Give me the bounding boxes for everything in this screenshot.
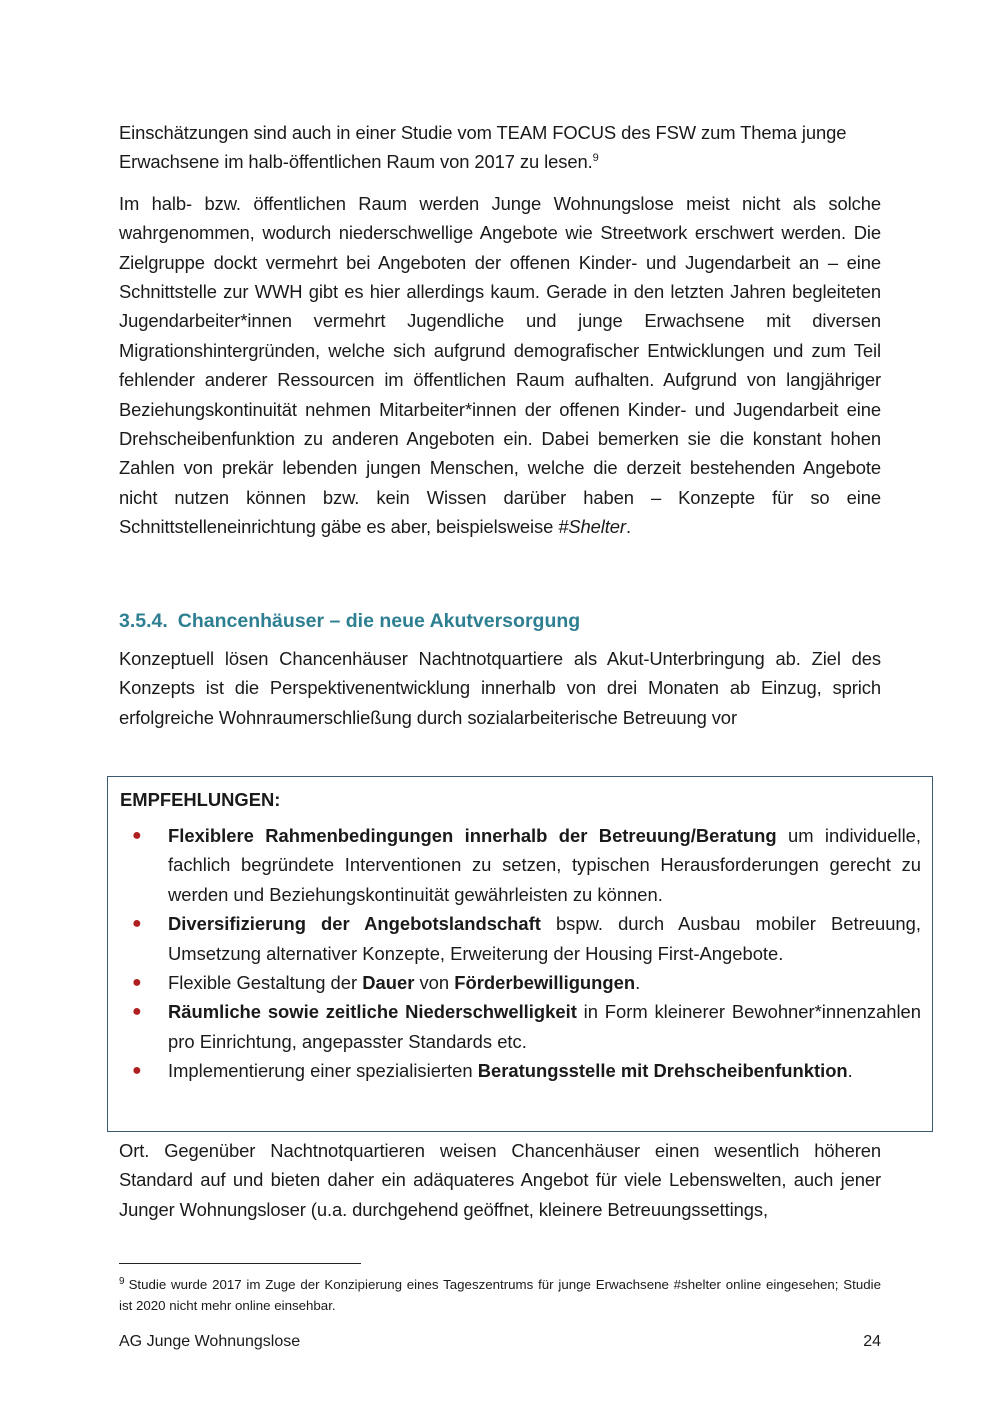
section-title: Chancenhäuser – die neue Akutversorgung bbox=[177, 609, 581, 632]
recommendations-box bbox=[107, 776, 933, 1132]
paragraph-standard: Ort. Gegenüber Nachtnotquartieren weisen Chancenhäuser einen wesentlich höheren Standard auf und bieten daher ein adäquateres Angebot für viele Lebenswelten, auch jener Junger Wohnungsloser (u.a. durchgehend geöffnet, kleinere Betreuungssettings, bbox=[119, 1140, 881, 1220]
paragraph-public-space: Im halb- bzw. öffentlichen Raum werden Junge Wohnungslose meist nicht als solche wahrgenommen, wodurch niederschwellige Angebote wie Streetwork erschwert werden. Die Zielgruppe dockt vermehrt bei Angeboten der offenen Kinder- und Jugendarbeit an – eine Schnittstelle zur WWH gibt es hier allerdings kaum. Gerade in den letzten Jahren begleiteten Jugendarbeiter*innen vermehrt Jugendliche und junge Erwachsene mit diversen Migrationshintergründen, welche sich aufgrund demografischer Entwicklungen und zum Teil fehlender anderer Ressourcen im öffentlichen Raum aufhalten. Aufgrund von langjähriger Beziehungskontinuität nehmen Mitarbeiter*innen der offenen Kinder- und Jugendarbeit eine Drehscheibenfunktion zu anderen Angeboten ein. Dabei bemerken sie die konstant hohen Zahlen von prekär lebenden jungen Menschen, welche die derzeit bestehenden Angebote nicht nutzen können bzw. kein Wissen darüber haben – Konzepte für so eine Schnittstelleneinrichtung gäbe es aber, beispielsweise #Shelter. bbox=[119, 192, 881, 538]
list-item: ● Implementierung einer spezialisierten Beratungsstelle mit Drehscheibenfunktion. bbox=[120, 1056, 921, 1085]
bullet-icon: ● bbox=[132, 827, 142, 844]
recommendations-title: EMPFEHLUNGEN: bbox=[120, 789, 281, 810]
paragraph-team-focus: Einschätzungen sind auch in einer Studie vom TEAM FOCUS des FSW zum Thema junge Erwachsene im halb-öffentlichen Raum von 2017 zu lesen.$^9$ bbox=[119, 122, 847, 173]
footer-title: AG Junge Wohnungslose bbox=[119, 1333, 301, 1350]
list-item: ● Flexiblere Rahmenbedingungen innerhalb der Betreuung/Beratung um individuelle, fachlich begründete Interventionen zu setzen, typischen Herausforderungen gerecht zu werden und Beziehungskontinuität gewährleisten zu können. bbox=[120, 821, 921, 909]
list-item: ● Flexible Gestaltung der Dauer von Förderbewilligungen. bbox=[120, 968, 921, 997]
footnote-text: Studie wurde 2017 im Zuge der Konzipierung eines Tageszentrums für junge Erwachsene #shelter online eingesehen; Studie ist 2020 nicht mehr online einsehbar. bbox=[119, 1277, 881, 1313]
page-body bbox=[119, 118, 881, 732]
bullet-icon: ● bbox=[132, 974, 142, 992]
shelter-emphasis: #Shelter bbox=[558, 516, 626, 538]
page-body-continued bbox=[119, 1136, 881, 1224]
footnote-divider bbox=[119, 1263, 361, 1264]
bullet-icon: ● bbox=[132, 915, 142, 933]
section-heading bbox=[119, 606, 881, 636]
recommendations-list bbox=[120, 821, 921, 1086]
footnote bbox=[119, 1274, 881, 1316]
list-item: ● Räumliche sowie zeitliche Niederschwelligkeit in Form kleinerer Bewohner*innenzahlen pro Einrichtung, angepasster Standards etc. bbox=[120, 997, 921, 1056]
page-footer bbox=[119, 1331, 881, 1353]
list-item: ● Diversifizierung der Angebotslandschaft bspw. durch Ausbau mobiler Betreuung, Umsetzung alternativer Konzepte, Erweiterung der Housing First-Angebote. bbox=[120, 909, 921, 968]
bullet-icon: ● bbox=[132, 1003, 142, 1021]
page-number: 24 bbox=[863, 1333, 881, 1350]
footnote-ref[interactable]: 9 bbox=[592, 152, 599, 165]
paragraph-chancenhaeuser: Konzeptuell lösen Chancenhäuser Nachtnotquartiere als Akut-Unterbringung ab. Ziel des Konzepts ist die Perspektivenentwicklung innerhalb von drei Monaten ab Einzug, sprich erfolgreiche Wohnraumerschließung durch sozialarbeiterische Betreuung vor bbox=[119, 647, 881, 728]
section-number: 3.5.4. bbox=[119, 609, 168, 632]
bullet-icon: ● bbox=[132, 1062, 142, 1080]
footnote-number: 9 bbox=[119, 1276, 125, 1287]
